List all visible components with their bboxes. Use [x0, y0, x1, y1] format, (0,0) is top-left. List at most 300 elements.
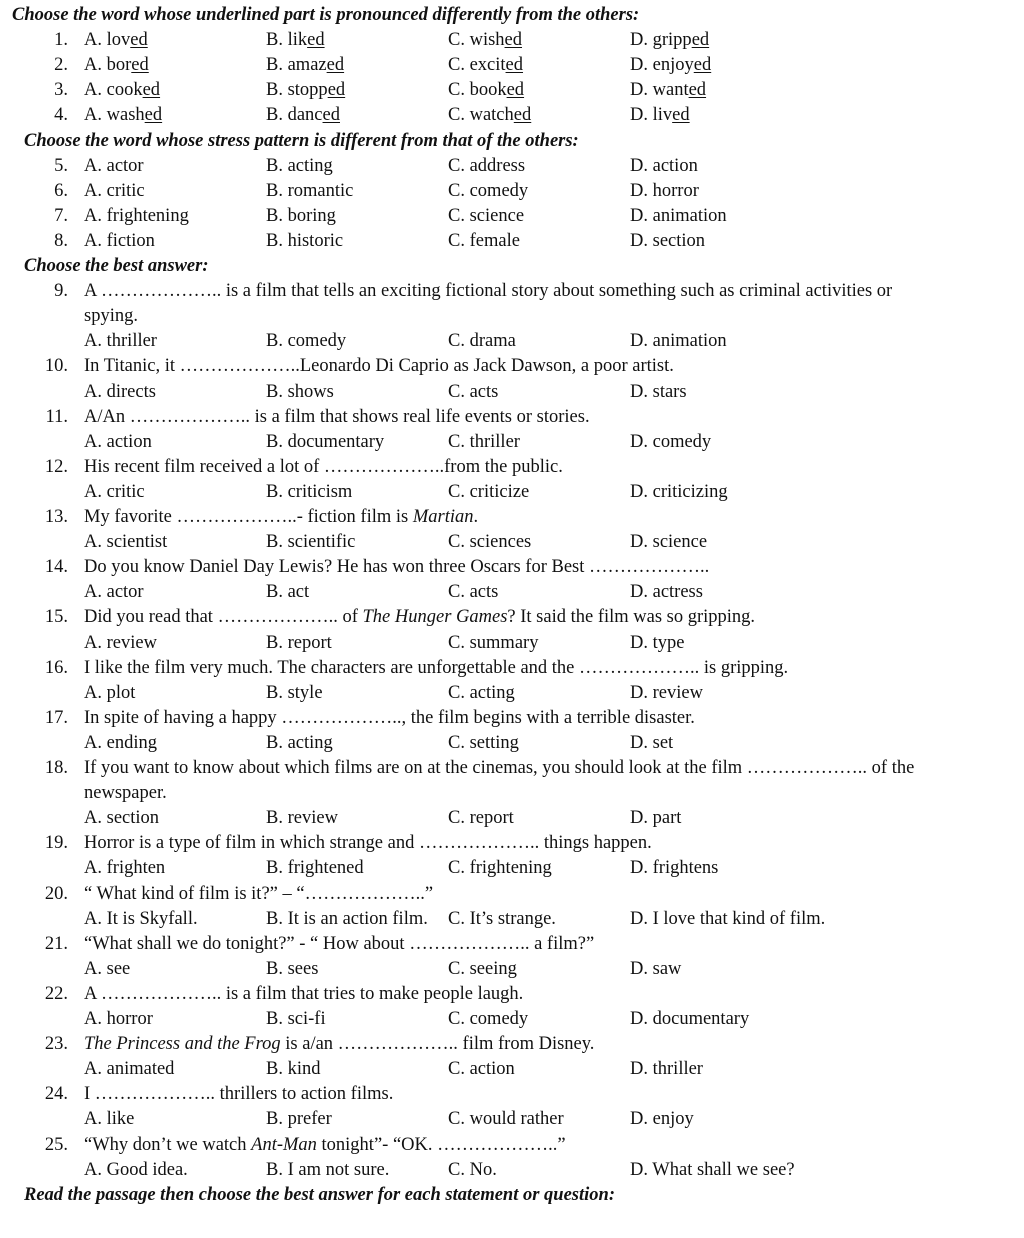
answer-option-d — [630, 856, 718, 881]
question-row — [0, 154, 1024, 179]
question-stem — [0, 1032, 1024, 1057]
option-letter: C. — [448, 958, 465, 979]
underlined-ending: ed — [327, 80, 346, 101]
option-word-stem: excit — [469, 55, 506, 76]
option-letter: C. — [448, 431, 465, 452]
option-text: sciences — [469, 532, 532, 553]
option-letter: D. — [630, 431, 648, 452]
option-letter: D. — [630, 732, 648, 753]
option-letter: B. — [266, 155, 283, 176]
answer-options — [0, 631, 1024, 656]
underlined-ending: ed — [513, 105, 532, 126]
question-number: 24. — [44, 1084, 68, 1105]
question-stem — [0, 605, 1024, 630]
question-stem-text — [84, 756, 914, 781]
question-row — [0, 229, 1024, 254]
answer-option-c — [448, 580, 498, 605]
option-letter: C. — [448, 381, 465, 402]
answer-option-b — [266, 154, 333, 179]
question-stem — [0, 756, 1024, 781]
answer-options — [0, 1158, 1024, 1183]
answer-option-b — [266, 530, 355, 555]
answer-option-c — [448, 631, 538, 656]
option-text: It is Skyfall. — [106, 908, 198, 929]
option-text: documentary — [287, 431, 385, 452]
answer-option-b — [266, 907, 428, 932]
option-text: romantic — [287, 180, 354, 201]
option-text: fiction — [106, 230, 155, 251]
question-stem — [0, 656, 1024, 681]
answer-options — [0, 530, 1024, 555]
option-text: type — [652, 632, 685, 653]
question-stem — [0, 279, 1024, 304]
option-letter: D. — [630, 155, 648, 176]
option-letter: A. — [84, 732, 102, 753]
answer-options — [0, 1107, 1024, 1132]
question-number: 12. — [44, 456, 68, 477]
option-text: stars — [652, 381, 687, 402]
answer-option-d — [630, 530, 707, 555]
option-text: see — [106, 958, 131, 979]
stem-text: is a/an ……………….. film from Disney. — [280, 1034, 595, 1055]
answer-option-d — [630, 681, 703, 706]
question-stem — [0, 1082, 1024, 1107]
answer-option-d — [630, 957, 681, 982]
question-stem — [0, 555, 1024, 580]
answer-options — [0, 329, 1024, 354]
option-letter: A. — [84, 481, 102, 502]
answer-option-b — [266, 103, 340, 128]
option-letter: B. — [266, 205, 283, 226]
answer-option-b — [266, 1158, 389, 1183]
option-text: criticism — [287, 481, 353, 502]
answer-option-d — [630, 53, 711, 78]
section-heading-text: Choose the word whose stress pattern is different from that of the others: — [24, 130, 579, 151]
question-stem — [0, 982, 1024, 1007]
option-letter: C. — [448, 532, 465, 553]
option-letter: B. — [266, 532, 283, 553]
underlined-ending: ed — [688, 80, 707, 101]
question-number: 1. — [54, 30, 68, 51]
option-text: criticizing — [652, 481, 728, 502]
question-stem-text — [84, 455, 563, 480]
option-letter: D. — [630, 858, 648, 879]
answer-option-c — [448, 204, 524, 229]
option-letter: C. — [448, 55, 465, 76]
answer-option-a — [84, 580, 144, 605]
option-letter: A. — [84, 808, 102, 829]
stem-text: My favorite ………………..- fiction film is — [84, 507, 413, 527]
option-letter: C. — [448, 632, 465, 653]
answer-option-c — [448, 681, 515, 706]
option-letter: B. — [266, 230, 283, 251]
option-letter: D. — [630, 180, 648, 201]
option-word-stem: lov — [106, 30, 131, 51]
question-row — [0, 78, 1024, 103]
option-letter: C. — [448, 1109, 465, 1130]
option-letter: C. — [448, 80, 465, 101]
stem-text: I ……………….. thrillers to action films. — [84, 1084, 394, 1105]
answer-options — [0, 731, 1024, 756]
question-stem-text — [84, 505, 478, 530]
option-text: scientific — [287, 532, 356, 553]
answer-option-a — [84, 1158, 188, 1183]
stem-text: In Titanic, it ………………..Leonardo Di Caprio as Jack Dawson, a poor artist. — [84, 356, 674, 377]
italic-title: Ant-Man — [251, 1134, 317, 1155]
answer-option-c — [448, 907, 556, 932]
option-letter: B. — [266, 732, 283, 753]
stem-text: A/An ……………….. is a film that shows real life events or stories. — [84, 406, 590, 427]
option-letter: A. — [84, 858, 102, 879]
answer-option-a — [84, 631, 157, 656]
option-letter: B. — [266, 105, 283, 126]
answer-option-c — [448, 1158, 497, 1183]
stem-text: . — [473, 507, 479, 527]
option-letter: D. — [630, 105, 648, 126]
answer-option-d — [630, 580, 703, 605]
option-text: section — [106, 808, 160, 829]
footer-heading — [0, 1183, 1024, 1208]
answer-options — [0, 580, 1024, 605]
answer-option-b — [266, 1007, 326, 1032]
option-letter: D. — [630, 481, 648, 502]
question-number: 18. — [44, 758, 68, 778]
italic-title: The Hunger Games — [362, 607, 508, 628]
italic-title: Martian — [412, 507, 474, 527]
stem-text: newspaper. — [84, 783, 167, 804]
option-letter: C. — [448, 155, 465, 176]
answer-option-c — [448, 480, 529, 505]
option-letter: C. — [448, 582, 465, 603]
answer-option-a — [84, 681, 135, 706]
option-text: would rather — [469, 1109, 564, 1130]
answer-option-d — [630, 480, 728, 505]
option-text: comedy — [652, 431, 712, 452]
option-letter: C. — [448, 682, 465, 703]
option-text: sci-fi — [287, 1009, 326, 1029]
option-text: horror — [106, 1009, 153, 1029]
answer-option-a — [84, 1007, 153, 1032]
answer-option-c — [448, 53, 523, 78]
option-text: acting — [287, 732, 333, 753]
answer-option-b — [266, 179, 353, 204]
option-letter: D. — [630, 1159, 648, 1180]
option-text: critic — [106, 180, 145, 201]
option-text: shows — [287, 381, 334, 402]
option-word-stem: danc — [287, 105, 323, 126]
question-stem-text — [84, 354, 674, 379]
option-letter: D. — [630, 80, 648, 101]
option-letter: B. — [266, 682, 283, 703]
stem-text: His recent film received a lot of ………………..from the public. — [84, 456, 563, 477]
question-row — [0, 103, 1024, 128]
option-text: report — [469, 808, 514, 829]
answer-option-a — [84, 179, 145, 204]
answer-option-a — [84, 103, 162, 128]
answer-option-d — [630, 806, 681, 831]
answer-option-d — [630, 154, 698, 179]
question-number: 14. — [44, 557, 68, 578]
option-text: drama — [469, 331, 516, 352]
answer-option-d — [630, 631, 684, 656]
option-letter: A. — [84, 180, 102, 201]
stem-text: In spite of having a happy ……………….., the film begins with a terrible disaster. — [84, 707, 695, 728]
question-stem — [0, 706, 1024, 731]
answer-option-a — [84, 380, 156, 405]
answer-option-b — [266, 631, 332, 656]
answer-option-a — [84, 480, 145, 505]
answer-option-c — [448, 1007, 528, 1032]
option-text: thriller — [469, 431, 520, 452]
option-text: section — [652, 230, 706, 251]
option-letter: A. — [84, 331, 102, 352]
answer-option-a — [84, 856, 165, 881]
underlined-ending: ed — [506, 80, 525, 101]
option-letter: B. — [266, 1059, 283, 1080]
question-stem-text — [84, 656, 788, 681]
option-letter: D. — [630, 808, 648, 829]
option-text: It is an action film. — [287, 908, 428, 929]
answer-option-d — [630, 179, 699, 204]
option-letter: D. — [630, 1009, 648, 1029]
answer-option-c — [448, 1107, 564, 1132]
answer-option-a — [84, 430, 152, 455]
question-number: 9. — [54, 281, 68, 302]
question-row — [0, 28, 1024, 53]
answer-options — [0, 480, 1024, 505]
answer-option-b — [266, 1107, 332, 1132]
option-letter: C. — [448, 230, 465, 251]
question-stem — [0, 831, 1024, 856]
option-text: saw — [652, 958, 682, 979]
option-letter: B. — [266, 582, 283, 603]
question-row — [0, 179, 1024, 204]
answer-option-b — [266, 430, 384, 455]
underlined-ending: ed — [672, 105, 690, 126]
answer-option-c — [448, 731, 519, 756]
underlined-ending: ed — [693, 55, 712, 76]
option-text: comedy — [287, 331, 347, 352]
answer-option-b — [266, 681, 323, 706]
option-text: thriller — [106, 331, 157, 352]
option-word-stem: enjoy — [652, 55, 694, 76]
question-number: 5. — [54, 155, 68, 176]
question-number: 20. — [44, 883, 68, 904]
answer-option-a — [84, 1107, 134, 1132]
option-letter: A. — [84, 1009, 102, 1029]
underlined-ending: ed — [691, 30, 710, 51]
question-stem-text — [84, 605, 755, 630]
option-word-stem: want — [652, 80, 689, 101]
option-letter: B. — [266, 908, 283, 929]
answer-option-a — [84, 229, 155, 254]
option-letter: A. — [84, 532, 102, 553]
answer-option-c — [448, 957, 517, 982]
option-text: sees — [287, 958, 319, 979]
answer-option-b — [266, 78, 345, 103]
answer-option-a — [84, 806, 159, 831]
option-letter: B. — [266, 30, 283, 51]
option-letter: B. — [266, 632, 283, 653]
option-text: acting — [287, 155, 333, 176]
question-stem — [0, 505, 1024, 530]
answer-option-b — [266, 731, 333, 756]
answer-option-c — [448, 530, 531, 555]
stem-text: “ What kind of film is it?” – “………………..” — [84, 883, 434, 904]
option-text: critic — [106, 481, 145, 502]
option-text: action — [469, 1059, 515, 1080]
option-letter: A. — [84, 230, 102, 251]
option-text: acting — [469, 682, 515, 703]
answer-option-c — [448, 329, 516, 354]
answer-option-a — [84, 329, 157, 354]
answer-option-a — [84, 907, 198, 932]
stem-text: If you want to know about which films are on at the cinemas, you should look at the film ……………….. of the — [84, 758, 915, 778]
option-text: enjoy — [652, 1109, 694, 1130]
option-letter: C. — [448, 205, 465, 226]
option-letter: D. — [630, 908, 648, 929]
underlined-ending: ed — [505, 55, 524, 76]
option-letter: D. — [630, 682, 648, 703]
option-text: frightening — [106, 205, 189, 226]
option-letter: C. — [448, 808, 465, 829]
answer-option-d — [630, 731, 673, 756]
option-text: prefer — [287, 1109, 332, 1130]
answer-option-b — [266, 856, 364, 881]
answer-option-b — [266, 1057, 320, 1082]
option-letter: C. — [448, 30, 465, 51]
option-text: style — [287, 682, 323, 703]
question-number: 8. — [54, 230, 68, 251]
option-text: acts — [469, 582, 499, 603]
option-letter: B. — [266, 808, 283, 829]
section-heading-text: Choose the best answer: — [24, 256, 209, 276]
answer-option-c — [448, 856, 552, 881]
option-text: I love that kind of film. — [652, 908, 826, 929]
question-stem-text — [84, 279, 892, 304]
option-letter: C. — [448, 105, 465, 126]
question-number: 25. — [44, 1134, 68, 1155]
option-letter: C. — [448, 1159, 465, 1180]
answer-option-b — [266, 380, 334, 405]
option-text: set — [652, 732, 674, 753]
answer-option-c — [448, 806, 514, 831]
option-letter: A. — [84, 632, 102, 653]
option-text: historic — [287, 230, 344, 251]
answer-option-b — [266, 204, 336, 229]
option-text: science — [652, 532, 708, 553]
answer-option-d — [630, 28, 709, 53]
question-number: 10. — [44, 356, 68, 377]
answer-option-a — [84, 957, 130, 982]
option-word-stem: watch — [469, 105, 514, 126]
question-number: 6. — [54, 180, 68, 201]
option-letter: B. — [266, 80, 283, 101]
question-stem-text — [84, 1133, 566, 1158]
option-text: frightening — [469, 858, 552, 879]
stem-text: spying. — [84, 306, 138, 327]
section-heading — [0, 129, 1024, 154]
option-letter: D. — [630, 230, 648, 251]
question-stem — [0, 932, 1024, 957]
option-letter: B. — [266, 1009, 283, 1029]
option-letter: B. — [266, 1109, 283, 1130]
section-heading-text: Choose the word whose underlined part is pronounced differently from the others: — [12, 5, 640, 25]
option-letter: D. — [630, 1059, 648, 1080]
answer-option-d — [630, 907, 825, 932]
option-text: boring — [287, 205, 336, 226]
answer-option-d — [630, 229, 705, 254]
question-number: 13. — [44, 507, 68, 527]
answer-option-d — [630, 103, 690, 128]
underlined-ending: ed — [504, 30, 523, 51]
question-stem — [0, 882, 1024, 907]
answer-option-b — [266, 957, 318, 982]
option-text: review — [287, 808, 338, 829]
answer-option-d — [630, 78, 706, 103]
answer-option-a — [84, 53, 149, 78]
option-letter: B. — [266, 381, 283, 402]
option-text: address — [469, 155, 526, 176]
option-word-stem: book — [469, 80, 507, 101]
question-stem-text — [84, 1032, 594, 1057]
option-text: documentary — [652, 1009, 750, 1029]
question-stem-text — [84, 932, 594, 957]
option-word-stem: liv — [652, 105, 673, 126]
answer-options — [0, 957, 1024, 982]
question-stem — [0, 455, 1024, 480]
option-text: I am not sure. — [287, 1159, 390, 1180]
question-number: 2. — [54, 55, 68, 76]
stem-text: Did you read that ……………….. of — [84, 607, 363, 628]
option-letter: A. — [84, 155, 102, 176]
footer-heading-text: Read the passage then choose the best answer for each statement or question: — [24, 1184, 615, 1205]
stem-text: ? It said the film was so gripping. — [507, 607, 756, 628]
option-letter: B. — [266, 1159, 283, 1180]
option-text: No. — [469, 1159, 497, 1180]
question-number: 16. — [44, 657, 68, 678]
answer-options — [0, 1057, 1024, 1082]
stem-text: I like the film very much. The characters are unforgettable and the ……………….. is gripping. — [84, 657, 789, 678]
option-word-stem: amaz — [287, 55, 327, 76]
option-letter: A. — [84, 80, 102, 101]
answer-option-d — [630, 430, 711, 455]
option-letter: A. — [84, 205, 102, 226]
answer-option-b — [266, 806, 338, 831]
option-text: What shall we see? — [652, 1159, 795, 1180]
option-word-stem: lik — [287, 30, 308, 51]
stem-text: A ……………….. is a film that tells an exciting fictional story about something such as criminal activities or — [84, 281, 893, 302]
option-word-stem: stopp — [287, 80, 328, 101]
question-number: 4. — [54, 105, 68, 126]
option-letter: D. — [630, 381, 648, 402]
option-text: ending — [106, 732, 157, 753]
question-number: 17. — [44, 707, 68, 728]
option-letter: D. — [630, 582, 648, 603]
option-letter: A. — [84, 1059, 102, 1080]
answer-option-c — [448, 78, 524, 103]
option-text: actress — [652, 582, 703, 603]
answer-option-b — [266, 580, 309, 605]
option-text: animated — [106, 1059, 175, 1080]
italic-title: The Princess and the Frog — [84, 1034, 281, 1055]
option-letter: C. — [448, 1009, 465, 1029]
underlined-ending: ed — [307, 30, 325, 51]
option-letter: D. — [630, 532, 648, 553]
answer-option-d — [630, 1057, 703, 1082]
question-stem-text — [84, 831, 652, 856]
question-stem — [0, 354, 1024, 379]
